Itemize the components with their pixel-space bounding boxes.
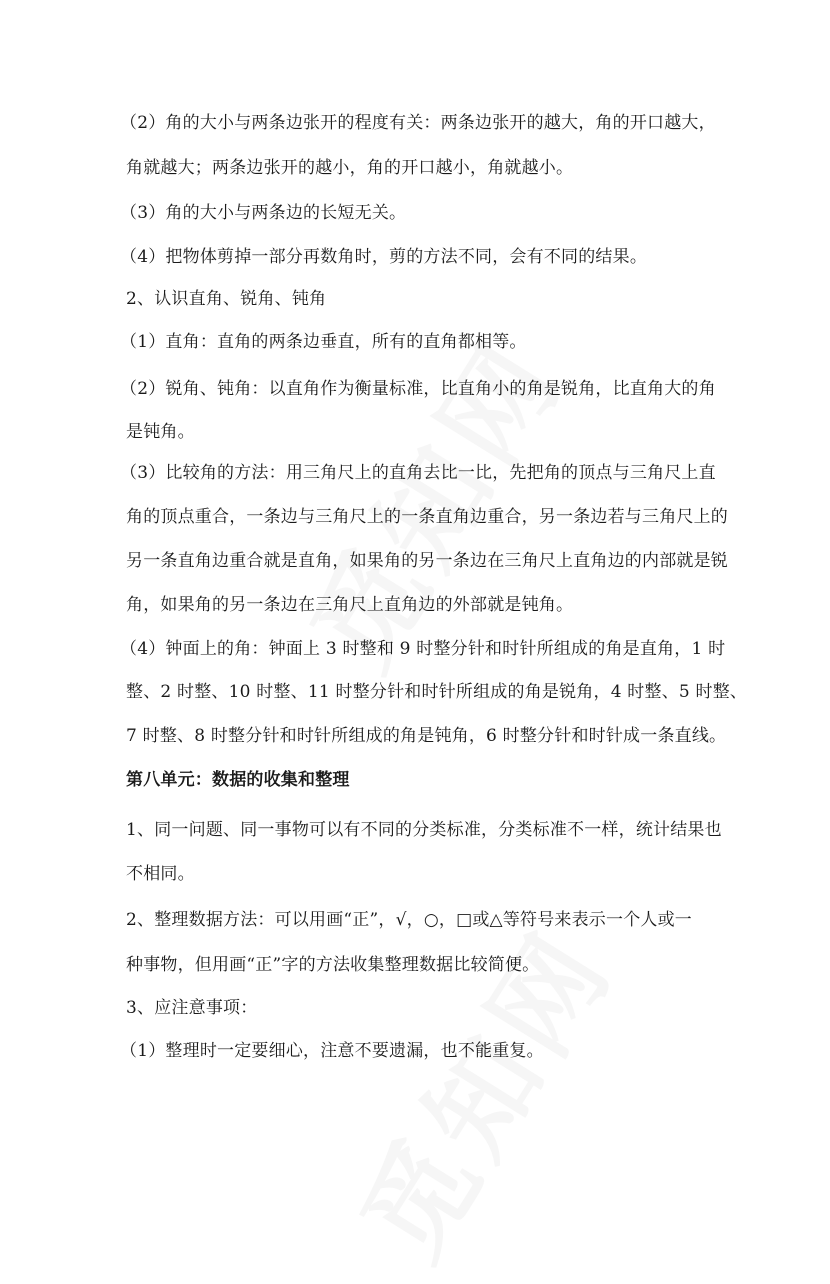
text-line: 角的顶点重合，一条边与三角尺上的一条直角边重合，另一条边若与三角尺上的 <box>126 507 728 527</box>
text-line: 种事物，但用画“正”字的方法收集整理数据比较简便。 <box>126 955 540 975</box>
text-line: 2、整理数据方法：可以用画“正”，√，○，□或△等符号来表示一个人或一 <box>126 910 692 930</box>
text-line: （3）比较角的方法：用三角尺上的直角去比一比，先把角的顶点与三角尺上直 <box>120 463 716 483</box>
text-line: （2）锐角、钝角：以直角作为衡量标准，比直角小的角是锐角，比直角大的角 <box>120 379 716 399</box>
text-line: （2）角的大小与两条边张开的程度有关：两条边张开的越大，角的开口越大， <box>120 113 716 133</box>
text-line: 1、同一问题、同一事物可以有不同的分类标准，分类标准不一样，统计结果也 <box>126 820 722 840</box>
text-line: 7 时整、8 时整分针和时针所组成的角是钝角，6 时整分针和时针成一条直线。 <box>126 726 727 746</box>
text-line: 角，如果角的另一条边在三角尺上直角边的外部就是钝角。 <box>126 595 574 615</box>
text-line: 是钝角。 <box>126 422 195 442</box>
text-line: 角就越大；两条边张开的越小，角的开口越小，角就越小。 <box>126 158 574 178</box>
text-line: （4）把物体剪掉一部分再数角时，剪的方法不同，会有不同的结果。 <box>120 247 648 267</box>
text-line: （3）角的大小与两条边的长短无关。 <box>120 203 407 223</box>
text-line: 整、2 时整、10 时整、11 时整分针和时针所组成的角是锐角，4 时整、5 时整、 <box>126 682 748 702</box>
text-line: （1）直角：直角的两条边垂直，所有的直角都相等。 <box>120 332 527 352</box>
text-line: （4）钟面上的角：钟面上 3 时整和 9 时整分针和时针所组成的角是直角，1 时 <box>120 639 726 659</box>
text-line: 不相同。 <box>126 864 195 884</box>
watermark <box>268 304 593 693</box>
section-subheading: 2、认识直角、锐角、钝角 <box>126 289 327 309</box>
section-subheading: 3、应注意事项： <box>126 998 258 1018</box>
text-line: 另一条直角边重合就是直角，如果角的另一条边在三角尺上直角边的内部就是锐 <box>126 551 728 571</box>
unit-heading: 第八单元：数据的收集和整理 <box>126 770 350 790</box>
text-line: （1）整理时一定要细心，注意不要遗漏，也不能重复。 <box>120 1041 544 1061</box>
